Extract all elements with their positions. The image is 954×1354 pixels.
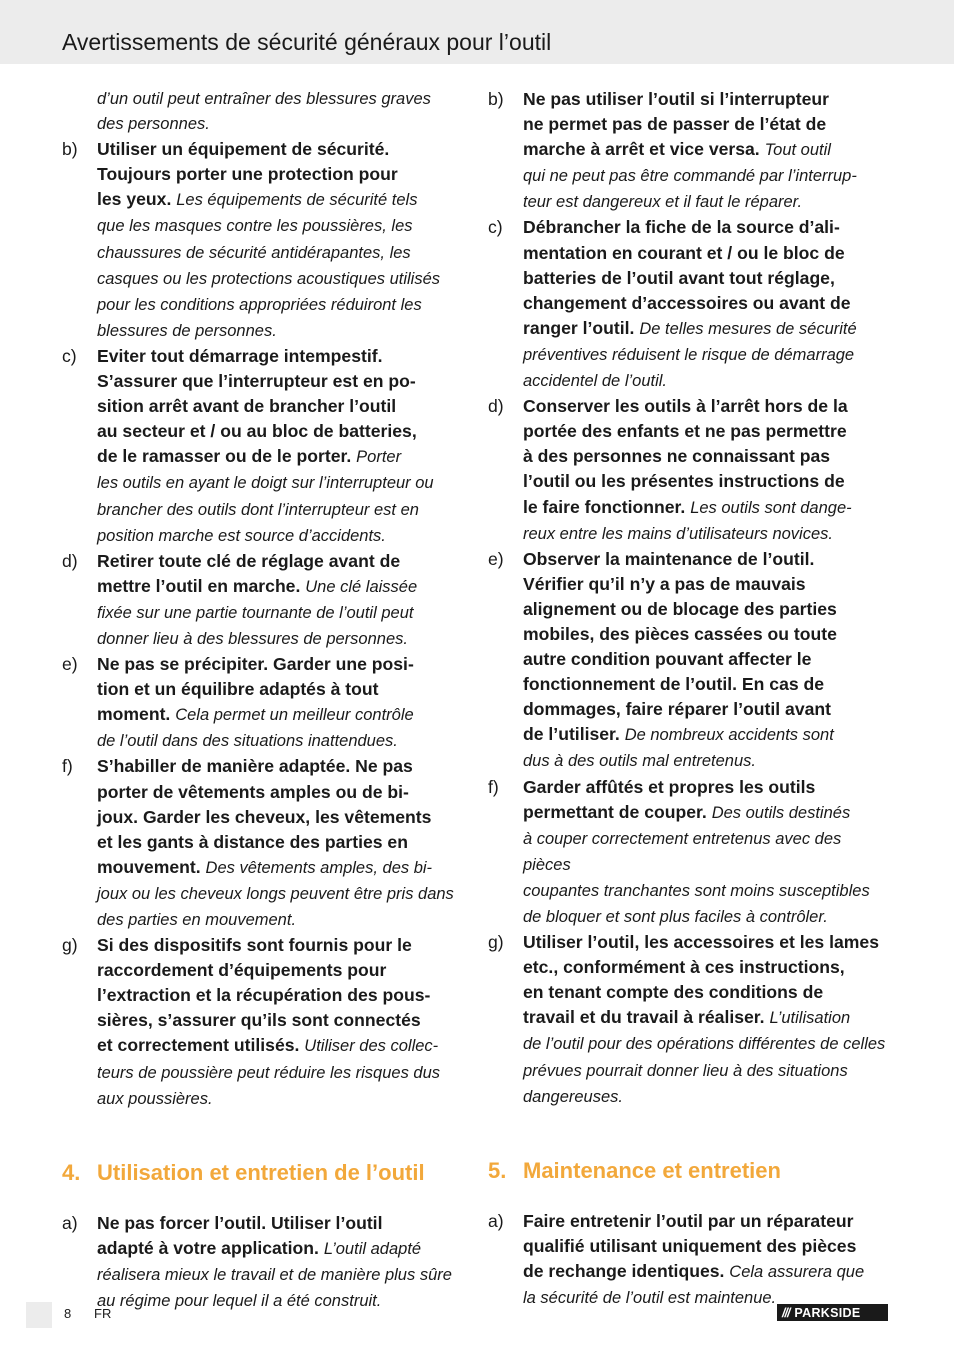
footer-page-box bbox=[26, 1302, 52, 1328]
item-bold-text: ranger l’outil. bbox=[523, 317, 635, 338]
item-italic-text: de bloquer et sont plus faciles à contrôler. bbox=[523, 908, 828, 926]
item-italic-text: chaussures de sécurité antidérapantes, les bbox=[97, 243, 411, 262]
logo-text: PARKSIDE bbox=[794, 1305, 861, 1320]
item-italic-text: Les équipements de sécurité tels bbox=[176, 191, 418, 210]
item-italic-text: Porter bbox=[356, 448, 402, 467]
item-bold-text: S’assurer que l’interrupteur est en po- bbox=[97, 371, 416, 392]
item-text bbox=[97, 652, 466, 754]
item-bold-text: porter de vêtements amples ou de bi- bbox=[97, 781, 409, 802]
page-header bbox=[0, 0, 954, 64]
item-bold-text: sières, s’assurer qu’ils sont connectés bbox=[97, 1010, 421, 1031]
item-text bbox=[523, 394, 892, 547]
item-bold-text: sition arrêt avant de brancher l’outil bbox=[97, 396, 397, 417]
item-italic-text: L’utilisation bbox=[769, 1009, 851, 1028]
item-italic-text: qui ne peut pas être commandé par l’interrup- bbox=[523, 167, 857, 186]
list-item bbox=[488, 547, 892, 775]
item-italic-text: casques ou les protections acoustiques utilisés bbox=[97, 269, 441, 288]
item-italic-text: accidentel de l’outil. bbox=[523, 372, 668, 391]
list-item bbox=[62, 933, 466, 1112]
item-label: d) bbox=[488, 396, 504, 417]
item-italic-text: joux ou les cheveux longs peuvent être pris dans bbox=[97, 884, 454, 903]
item-bold-text: S’habiller de manière adaptée. Ne pas bbox=[97, 756, 413, 777]
item-bold-text: Faire entretenir l’outil par un réparateur bbox=[523, 1210, 854, 1231]
item-bold-text: Ne pas se précipiter. Garder une posi- bbox=[97, 654, 414, 675]
item-italic-text: Une clé laissée bbox=[305, 577, 418, 596]
item-italic-text: Des vêtements amples, des bi- bbox=[205, 858, 433, 877]
item-bold-text: Si des dispositifs sont fournis pour le bbox=[97, 935, 412, 956]
item-label: g) bbox=[62, 935, 78, 956]
item-text bbox=[523, 87, 892, 215]
item-italic-text: teurs de poussière peut réduire les risques dus bbox=[97, 1063, 441, 1082]
item-bold-text: etc., conformément à ces instructions, bbox=[523, 957, 845, 978]
item-italic-text: au régime pour lequel il a été construit. bbox=[97, 1292, 382, 1311]
item-label: c) bbox=[488, 217, 503, 238]
item-bold-text: l’outil ou les présentes instructions de bbox=[523, 471, 845, 492]
item-italic-text: Cela assurera que bbox=[729, 1262, 865, 1281]
item-italic-text: Utiliser des collec- bbox=[304, 1037, 439, 1056]
item-bold-text: à des personnes ne connaissant pas bbox=[523, 446, 831, 467]
item-bold-text: Ne pas forcer l’outil. Utiliser l’outil bbox=[97, 1212, 383, 1233]
item-label: b) bbox=[62, 139, 78, 160]
left-list-2 bbox=[62, 1211, 466, 1314]
parkside-logo bbox=[777, 1304, 888, 1321]
list-item bbox=[488, 215, 892, 394]
item-text bbox=[523, 775, 892, 931]
item-bold-text: Débrancher la fiche de la source d’ali- bbox=[523, 217, 840, 238]
item-text bbox=[97, 549, 466, 652]
item-text bbox=[97, 1211, 466, 1314]
item-bold-text: alignement ou de blocage des parties bbox=[523, 598, 837, 619]
item-text bbox=[97, 137, 466, 344]
item-bold-text: mouvement. bbox=[97, 856, 201, 877]
item-italic-text: Tout outil bbox=[764, 141, 831, 160]
item-label: e) bbox=[62, 654, 78, 675]
list-item bbox=[62, 549, 466, 652]
item-bold-text: de le ramasser ou de le porter. bbox=[97, 446, 352, 467]
item-text bbox=[523, 930, 892, 1110]
item-bold-text: tion et un équilibre adaptés à tout bbox=[97, 679, 379, 700]
item-text bbox=[97, 754, 466, 933]
item-italic-text: brancher des outils dont l’interrupteur est en bbox=[97, 500, 419, 519]
item-text bbox=[523, 215, 892, 394]
section-number: 4. bbox=[62, 1159, 81, 1185]
item-bold-text: et les gants à distance des parties en bbox=[97, 831, 408, 852]
item-label: f) bbox=[488, 776, 499, 797]
item-bold-text: changement d’accessoires ou avant de bbox=[523, 292, 851, 313]
item-italic-text: de l’outil dans des situations inattendues. bbox=[97, 732, 398, 751]
section-number: 5. bbox=[488, 1157, 507, 1183]
item-bold-text: Ne pas utiliser l’outil si l’interrupteur bbox=[523, 89, 829, 109]
item-italic-text: réalisera mieux le travail et de manière plus sûre bbox=[97, 1265, 452, 1284]
item-bold-text: et correctement utilisés. bbox=[97, 1035, 300, 1056]
item-italic-text: position marche est source d’accidents. bbox=[97, 526, 386, 545]
item-bold-text: au secteur et / ou au bloc de batteries, bbox=[97, 421, 417, 442]
item-bold-text: mentation en courant et / ou le bloc de bbox=[523, 242, 845, 263]
list-item bbox=[62, 754, 466, 933]
list-item bbox=[488, 775, 892, 931]
left-list-1 bbox=[62, 137, 466, 1112]
item-label: d) bbox=[62, 550, 78, 571]
item-italic-text: dus à des outils mal entretenus. bbox=[523, 752, 756, 771]
list-item bbox=[62, 137, 466, 344]
item-text bbox=[97, 344, 466, 549]
item-italic-text: Des outils destinés bbox=[711, 803, 851, 822]
item-bold-text: portée des enfants et ne pas permettre bbox=[523, 421, 847, 442]
item-italic-text: L’outil adapté bbox=[323, 1239, 422, 1258]
item-italic-text: de l’outil pour des opérations différentes de celles bbox=[523, 1035, 886, 1054]
item-bold-text: marche à arrêt et vice versa. bbox=[523, 139, 760, 160]
left-column bbox=[62, 87, 466, 1314]
section-title: Utilisation et entretien de l’outil bbox=[97, 1159, 425, 1185]
list-item bbox=[62, 1211, 466, 1314]
item-bold-text: Observer la maintenance de l’outil. bbox=[523, 548, 815, 569]
item-bold-text: adapté à votre application. bbox=[97, 1237, 319, 1258]
item-bold-text: Toujours porter une protection pour bbox=[97, 164, 398, 185]
item-bold-text: batteries de l’outil avant tout réglage, bbox=[523, 267, 835, 288]
right-list-2 bbox=[488, 1209, 892, 1311]
continued-text: d’un outil peut entraîner des blessures graves des personnes. bbox=[97, 90, 431, 134]
item-bold-text: l’extraction et la récupération des pous- bbox=[97, 985, 431, 1006]
item-bold-text: Garder affûtés et propres les outils bbox=[523, 776, 816, 797]
item-label: a) bbox=[488, 1210, 504, 1231]
item-bold-text: de rechange identiques. bbox=[523, 1260, 725, 1281]
item-italic-text: préventives réduisent le risque de démarrage bbox=[523, 345, 855, 364]
item-bold-text: dommages, faire réparer l’outil avant bbox=[523, 699, 831, 720]
item-bold-text: joux. Garder les cheveux, les vêtements bbox=[97, 806, 432, 827]
item-label: f) bbox=[62, 756, 73, 777]
list-item bbox=[62, 652, 466, 754]
item-bold-text: Conserver les outils à l’arrêt hors de la bbox=[523, 396, 848, 417]
item-bold-text: travail et du travail à réaliser. bbox=[523, 1007, 765, 1028]
list-item bbox=[488, 1209, 892, 1311]
item-italic-text: la sécurité de l’outil est maintenue. bbox=[523, 1289, 777, 1308]
item-italic-text: teur est dangereux et il faut le réparer. bbox=[523, 193, 803, 212]
right-list-1 bbox=[488, 87, 892, 1110]
item-bold-text: Utiliser un équipement de sécurité. bbox=[97, 139, 390, 160]
section-title: Maintenance et entretien bbox=[523, 1157, 781, 1183]
item-label: e) bbox=[488, 548, 504, 569]
item-bold-text: Utiliser l’outil, les accessoires et les lames bbox=[523, 932, 879, 953]
item-italic-text: à couper correctement entretenus avec des pièces bbox=[523, 829, 842, 874]
item-text bbox=[523, 1209, 892, 1311]
item-text bbox=[97, 933, 466, 1112]
item-italic-text: blessures de personnes. bbox=[97, 321, 277, 340]
item-italic-text: Les outils sont dange- bbox=[690, 498, 852, 517]
item-label: c) bbox=[62, 345, 77, 366]
item-italic-text: De nombreux accidents sont bbox=[624, 726, 834, 745]
item-bold-text: de l’utiliser. bbox=[523, 724, 620, 745]
item-italic-text: prévues pourrait donner lieu à des situations bbox=[523, 1061, 848, 1080]
item-italic-text: donner lieu à des blessures de personnes. bbox=[97, 629, 408, 648]
page-number: 8 bbox=[64, 1306, 72, 1321]
item-bold-text: Vérifier qu’il n’y a pas de mauvais bbox=[523, 573, 806, 594]
item-italic-text: reux entre les mains d’utilisateurs novices. bbox=[523, 524, 833, 543]
item-label: b) bbox=[488, 89, 504, 109]
item-label: g) bbox=[488, 932, 504, 953]
item-bold-text: en tenant compte des conditions de bbox=[523, 982, 824, 1003]
item-bold-text: Retirer toute clé de réglage avant de bbox=[97, 550, 401, 571]
item-bold-text: moment. bbox=[97, 704, 171, 725]
item-italic-text: pour les conditions appropriées réduiront les bbox=[97, 295, 422, 314]
item-bold-text: autre condition pouvant affecter le bbox=[523, 649, 812, 670]
item-italic-text: des parties en mouvement. bbox=[97, 911, 297, 929]
item-bold-text: permettant de couper. bbox=[523, 801, 707, 822]
list-item bbox=[488, 394, 892, 547]
section-heading-4 bbox=[62, 1159, 466, 1187]
item-italic-text: aux poussières. bbox=[97, 1089, 213, 1108]
list-item bbox=[488, 87, 892, 215]
item-italic-text: Cela permet un meilleur contrôle bbox=[175, 706, 414, 725]
page-title: Avertissements de sécurité généraux pour l’outil bbox=[62, 29, 552, 55]
list-item bbox=[62, 344, 466, 549]
logo-slashes: /// bbox=[782, 1305, 790, 1320]
item-bold-text: raccordement d’équipements pour bbox=[97, 960, 387, 981]
item-italic-text: que les masques contre les poussières, les bbox=[97, 217, 413, 236]
item-bold-text: fonctionnement de l’outil. En cas de bbox=[523, 674, 825, 695]
item-bold-text: le faire fonctionner. bbox=[523, 496, 686, 517]
item-label: a) bbox=[62, 1212, 78, 1233]
item-italic-text: De telles mesures de sécurité bbox=[639, 319, 857, 338]
section-heading-5 bbox=[488, 1157, 892, 1185]
item-bold-text: qualifié utilisant uniquement des pièces bbox=[523, 1235, 857, 1256]
item-bold-text: mobiles, des pièces cassées ou toute bbox=[523, 623, 837, 644]
item-italic-text: les outils en ayant le doigt sur l’interrupteur ou bbox=[97, 474, 434, 493]
item-text bbox=[523, 547, 892, 775]
item-bold-text: mettre l’outil en marche. bbox=[97, 575, 301, 596]
item-bold-text: les yeux. bbox=[97, 189, 172, 210]
item-italic-text: dangereuses. bbox=[523, 1087, 623, 1106]
language-code: FR bbox=[94, 1306, 112, 1321]
item-bold-text: Eviter tout démarrage intempestif. bbox=[97, 345, 383, 366]
item-italic-text: coupantes tranchantes sont moins susceptibles bbox=[523, 881, 870, 900]
item-italic-text: fixée sur une partie tournante de l’outil peut bbox=[97, 603, 414, 622]
list-item bbox=[488, 930, 892, 1110]
right-column bbox=[488, 87, 892, 1311]
item-bold-text: ne permet pas de passer de l’état de bbox=[523, 114, 827, 135]
